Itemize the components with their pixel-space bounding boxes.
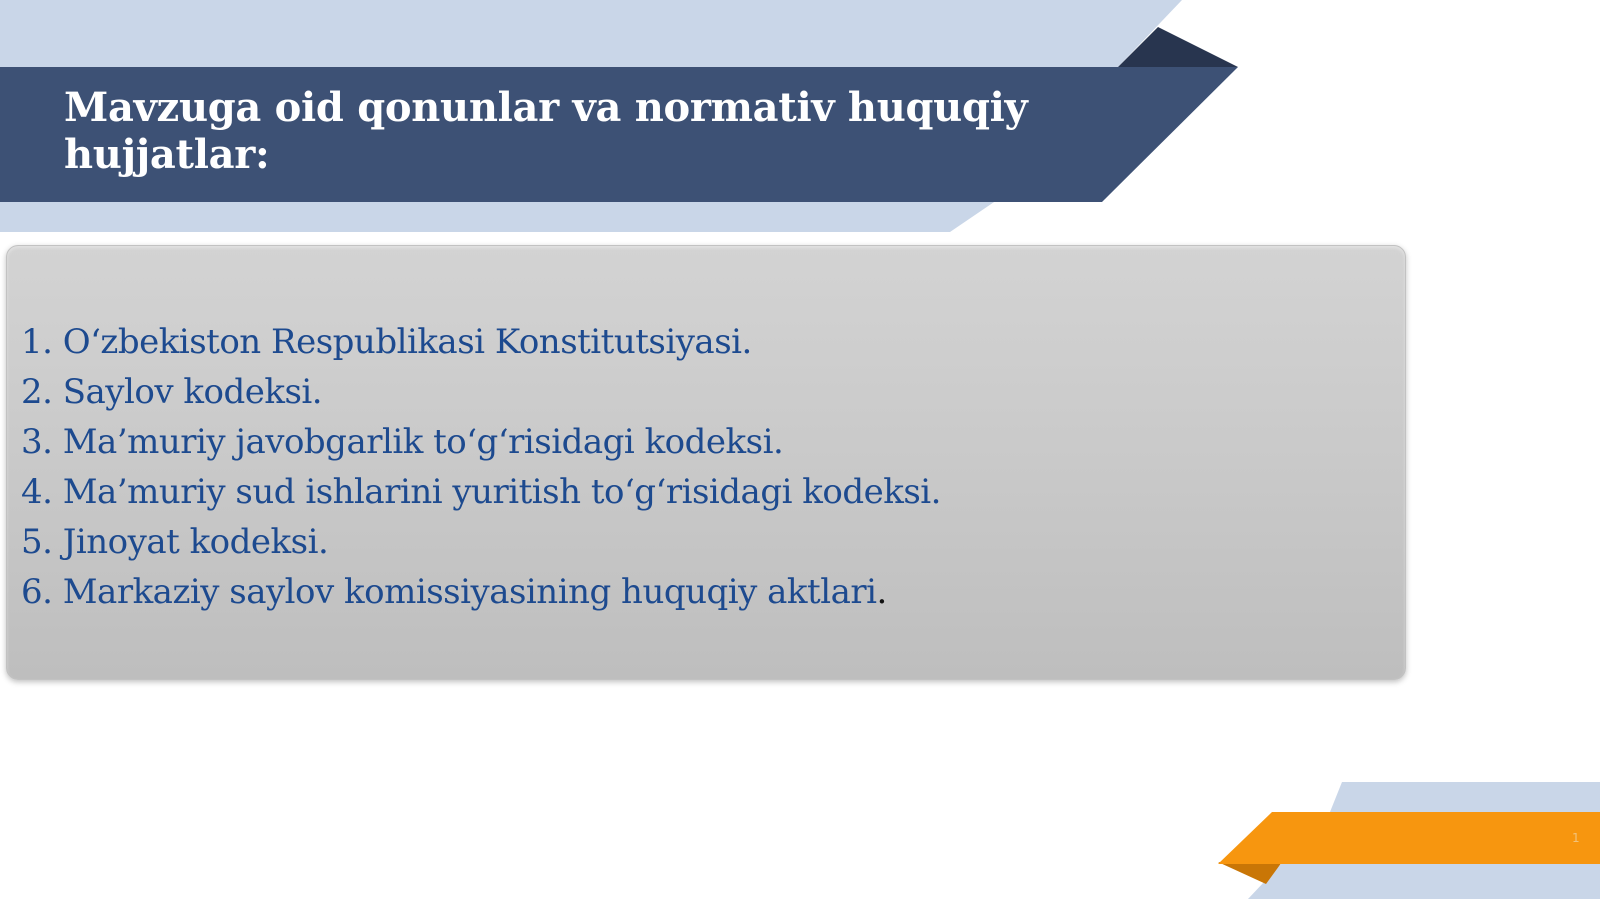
law-item-6 (21, 567, 941, 617)
law-item-4: 4. Ma’muriy sud ishlarini yuritish to‘g‘risidagi kodeksi. (21, 472, 941, 512)
law-item-3: 3. Ma’muriy javobgarlik to‘g‘risidagi kodeksi. (21, 422, 784, 462)
law-list (21, 317, 941, 617)
law-item-6-dot: . (876, 572, 887, 612)
lower-light-band (0, 198, 1000, 232)
law-item-1: 1. O‘zbekiston Respublikasi Konstitutsiyasi. (21, 322, 752, 362)
law-item-2: 2. Saylov kodeksi. (21, 372, 323, 412)
law-item-5: 5. Jinoyat kodeksi. (21, 522, 329, 562)
law-item-6-text: 6. Markaziy saylov komissiyasining huquqiy aktlari (21, 572, 877, 612)
slide-title: Mavzuga oid qonunlar va normativ huquqiy hujjatlar: (64, 84, 1028, 178)
page-number: 1 (1572, 831, 1580, 845)
orange-ribbon (1218, 812, 1600, 864)
top-light-band (0, 0, 1182, 67)
